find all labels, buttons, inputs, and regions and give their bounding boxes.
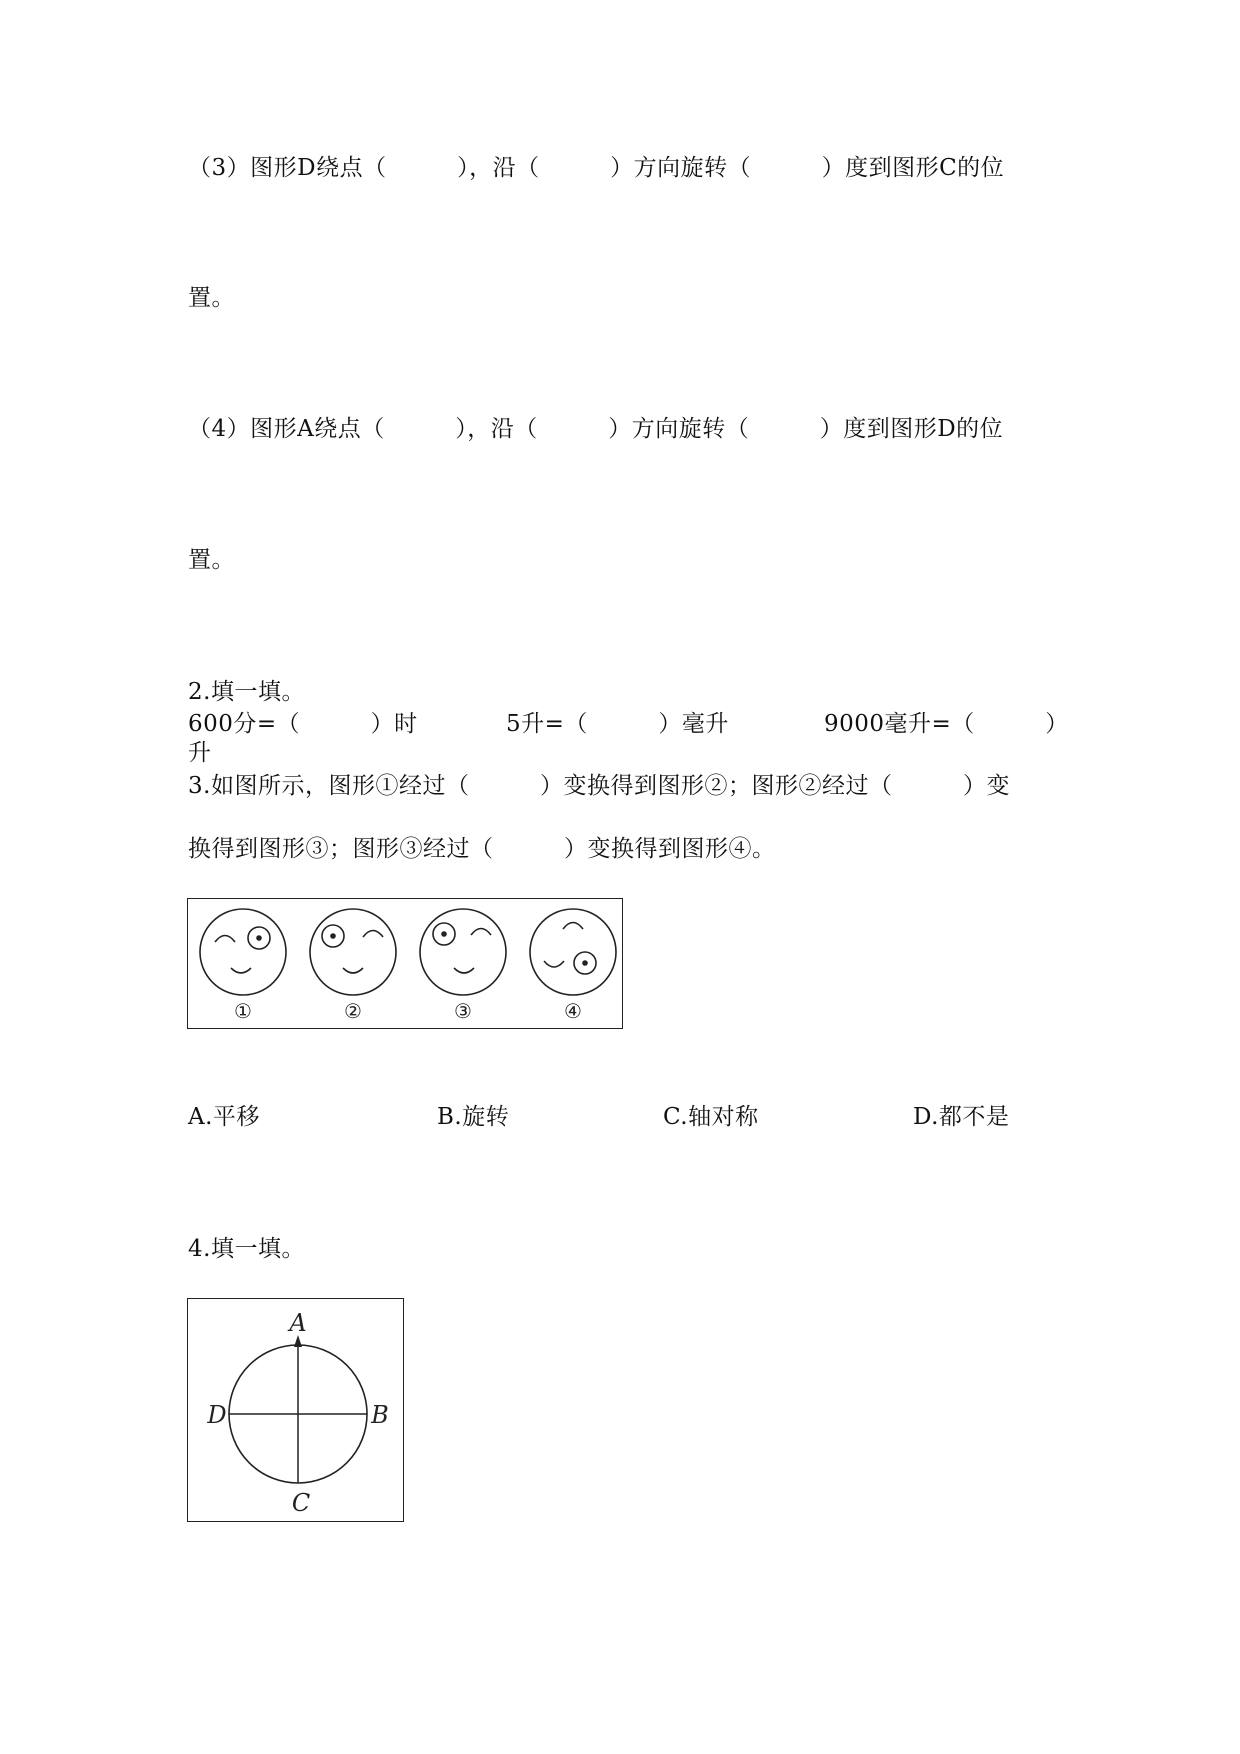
q3-option-c: C.轴对称	[663, 1104, 759, 1130]
face-1	[200, 909, 286, 995]
q2-item-liters: 9000毫升=（ ）	[824, 711, 1069, 737]
point-a-label: A	[289, 1309, 307, 1337]
face-2	[310, 909, 396, 995]
q2-title: 2.填一填。	[188, 679, 305, 705]
q3-option-a: A.平移	[188, 1104, 260, 1130]
face-1-label: ①	[234, 999, 252, 1023]
q3-faces-figure	[187, 898, 623, 1029]
point-b-label: B	[371, 1401, 389, 1429]
q1-part3-line1: （3）图形D绕点（ ），沿（ ）方向旋转（ ）度到图形C的位	[188, 155, 1005, 181]
q2-item-milliliters: 5升=（ ）毫升	[506, 711, 729, 737]
q4-title: 4.填一填。	[188, 1236, 305, 1262]
q3-question-line2: 换得到图形③；图形③经过（ ）变换得到图形④。	[188, 836, 776, 862]
q1-part3-line2: 置。	[188, 285, 235, 311]
q2-item-liters-unit: 升	[188, 740, 212, 766]
point-c-label: C	[291, 1489, 311, 1517]
face-4	[530, 909, 616, 995]
q1-part4-line2: 置。	[188, 547, 235, 573]
q1-part4-line1: （4）图形A绕点（ ），沿（ ）方向旋转（ ）度到图形D的位	[188, 416, 1004, 442]
point-d-label: D	[207, 1401, 227, 1429]
circle-diagram-svg	[188, 1299, 402, 1520]
face-4-label: ④	[564, 999, 582, 1023]
q4-circle-figure	[187, 1298, 404, 1522]
q3-question-line1: 3.如图所示，图形①经过（ ）变换得到图形②；图形②经过（ ）变	[188, 773, 1010, 799]
q3-option-b: B.旋转	[437, 1104, 510, 1130]
face-2-label: ②	[344, 999, 362, 1023]
face-3	[420, 909, 506, 995]
faces-svg	[188, 899, 621, 1027]
q3-option-d: D.都不是	[913, 1104, 1010, 1130]
face-3-label: ③	[454, 999, 472, 1023]
q2-item-hours: 600分=（ ）时	[188, 711, 418, 737]
